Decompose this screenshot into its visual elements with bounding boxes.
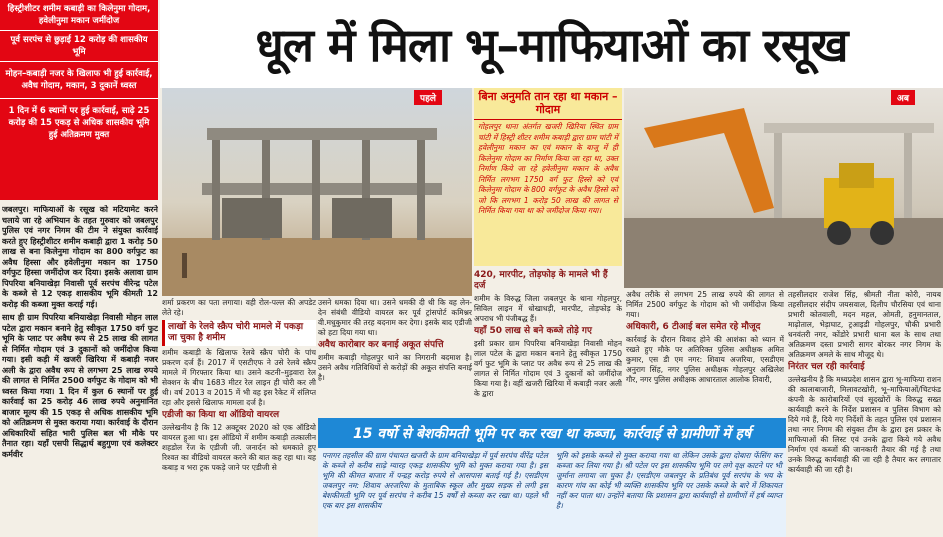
fifty-lakh-subhead: यहाँ 50 लाख से बने कब्जे तोड़े गए [474,326,592,336]
headline-text: धूल में मिला भू–माफियाओं का रसूख [255,18,848,72]
before-photo [162,88,472,296]
officials-text: तहसीलदार राजेश सिंह, श्रीमती नीता कोरी, नायब तहसीलदार संदीप जयसवाल, दिलीप चौरसिया एवं थाना प्रभारी कोतवाली, मदन महल, ओमती, हनुमानताल, माढ़ोताल, भेड़ाघाट, ट्रआइडी गोहलपुर, चौकी प्रभारी धनवंतरी नगर, कोंडोरे प्रभारी थाना बल के साथ तथा अतिक्रमण दस्ता प्रभारी सागर बोरकर नगर निगम के अतिक्रमण अमले के साथ मौजूद थे। [788,290,941,359]
middle-column [162,298,316,537]
after-tag: अब [891,90,915,105]
officers-subhead: अधिकारी, 6 टीआई बल समेत रहे मौजूद [626,322,761,332]
railway-scrap-text: शमीम कबाड़ी के खिलाफ रेलवे स्क्रैप चोरी के पांच प्रकरण दर्ज हैं। 2017 में एसटीएफ ने उसे रेलवे स्क्रैप मामले में गिरफ्तार किया था। उसने कटनी–मुड़वारा रेल सेक्शन के बीच 1683 मीटर रेल लाइन ही चोरी कर ली थी। वर्ष 2013 व 2015 में भी वह इस रैकेट में संलिप्त रहा और इससे खिलाफ मामला दर्ज है। [162,348,316,407]
godown-text: अवैध तरीके से लगभग 25 लाख रुपये की लागत से निर्मित 2500 वर्गफुट के गोदाम को भी जमींदोज किया गया। [626,290,784,319]
photo-caption: शर्मा प्रकरण का पता लगाया। वही रोल-पल्ल की अपडेट लेते रहे। [162,298,316,317]
lead-paragraph: साथ ही ग्राम पिपरिया बनियाखेड़ा निवासी मोहन लाल पटेल द्वारा मकान बनाने हेतु स्वीकृत 1750 वर्ग फुट भूमि के प्लाट पर अवैध रूप से 25 लाख की लागत से निर्मित गोदाम एवं 3 दुकानों को जमींदोज किया गया। इसी कड़ी में खजरी खिरिया में कबाड़ी नजर अली के द्वारा अवैध रूप से लगभग 25 लाख रुपये की लागत से निर्मित 2500 वर्गफुट के गोदाम को भी ध्वस्त किया गया। 1 दिन में कुल 6 स्थानों पर हुई कार्रवाई का 25 करोड़ 46 लाख रुपये अनुमानित बाजार मूल्य की 15 एकड़ से अधिक शासकीय भूमि को अतिक्रमण से मुक्त कराया गया। कार्रवाई के दौरान अधिकारियों सहित भारी पुलिस बल भी मौके पर तैनात रहा। यहाँ एसपी सिद्धार्थ बहुगुणा एवं कलेक्टर कर्मवीर [2,313,158,459]
sidebar-item-2: पूर्व सरपंच से छुड़ाई 12 करोड़ की शासकीय भूमि [0,31,158,62]
main-headline [160,0,943,88]
sidebar-item-4: 1 दिन में 6 स्थानों पर हुई कार्रवाई, साढ़े 25 करोड़ की 15 एकड़ से अधिक शासकीय भूमि हुई अतिक्रमण मुक्त [8,106,150,140]
audio-viral-subhead: एडीजी का किया था ऑडियो वायरल [162,410,280,420]
lead-paragraph: जबलपुर। माफियाओं के रसूख को मटियामेट करने चलाये जा रहे अभियान के तहत गुरुवार को जबलपुर पुलिस एवं नगर निगम की टीम ने संयुक्त कार्रवाई करते हुए हिस्ट्रीशीटर शमीम कबाड़ी द्वारा 1 करोड़ 50 लाख से बना किलेनुमा गोदाम का 800 वर्गफुट का अवैध हिस्सा और हवेलीनुमा मकान का 1750 वर्गफुट हिस्सा जमींदोज कर दिया। इसके अलावा ग्राम पिपरिया बनियाखेड़ा निवासी पूर्व सरपंच वीरेन्द्र पटेल के कब्जे से 12 एकड़ शासकीय भूमि कीमती 12 करोड़ की कब्जा मुक्त कराई गई। [2,205,158,309]
audio-viral-text: उल्लेखनीय है कि 12 अक्टूबर 2020 को एक ऑडियो वायरल हुआ था। इस ऑडियो में शमीम कबाड़ी तत्कालीन शहडोल रेंज के एडीजी जी. जनार्दन को धमकाते हुए रिश्वत का वीडियो वायरल करने की बात कह रहा था। यह कबाड़ व भरा ट्रक पकड़े जाने पर एडीजी से [162,423,316,472]
demolition-illustration [624,88,943,288]
lower-left-text: पनागर तहसील की ग्राम पंचायत खजरी के ग्राम बनियाखेड़ा में पूर्व सरपंच वीरेंद्र पटेल के कब्जे से करीब साढ़े ग्यारह एकड़ शासकीय भूमि को मुक्त कराया गया है। इस भूमि की कीमत बाजार में पन्द्रह करोड़ रुपये से आसपास बताई गई है। एसडीएम जबलपुर नम: शिवाय अरजरिया के मुताबिक स्कूल और मुख्य सड़क से लगी इस बेशकीमती भूमि पर पूर्व सरपंच ने करीब 15 वर्षों से कब्जा कर रखा था। पहले भी एक बार इस शासकीय [322,451,548,510]
property-subhead: अवैध कारोबार कर बनाई अकूत संपत्ति [318,340,444,350]
yellow-box-title: बिना अनुमति तान रहा था मकान – गोदाम [474,88,622,120]
property-text: शमीम कबाड़ी गोहलपुर थाने का निगरानी बदमाश है। उसने अवैध गतिविधियों से करोड़ों की अकूत संपत्ति बनाई है। [318,353,472,382]
sidebar-item-1: हिस्ट्रीशीटर शमीम कबाड़ी का किलेनुमा गोदाम, हवेलीनुमा मकान जमींदोज [0,0,158,31]
building-illustration [162,88,472,296]
lead-article [2,205,158,535]
ongoing-text: उल्लेखनीय है कि मध्यप्रदेश शासन द्वारा भू-माफिया राशन की कालाबाजारी, मिलावटखोरी, भू–माफियाओं/चिटफंड कंपनी के कारोबारियों एवं सूदखोरों के विरुद्ध सख्त कार्यवाही करने के निर्देश प्रशासन व पुलिस विभाग को दिये गये हैं, दिये गए निर्देशों के तहत पुलिस एवं प्रशासन तथा नगर निगम की संयुक्त टीम के द्वारा इस प्रकार के माफियाओं की लिस्ट एवं उनके द्वारा किये गये अवैध निर्माण एवं कब्जों की जानकारी तैयार की गई है तथा उनके विरुद्ध कार्यवाही की जा रही है तैयार कर लगातार कार्यवाही की जा रही है। [788,375,941,474]
yellow-box-text: गोहलपुर थाना अंतर्गत खजरी खिरिया स्थित ग्राम चांटी में हिस्ट्री शीटर शमीम कबाड़ी द्वारा ग्राम चांटी में हवेलीनुमा मकान का एवं मकान के बाजू में ही किलेनुमा गोदाम का निर्माण किया जा रहा था, उक्त निर्माण किये जा रहे हवेलीनुमा मकान के अवैध निर्मित लगभग 1750 वर्ग फुट हिस्से को एवं किलेनुमा गोदाम के 800 वर्गफुट के अवैध हिस्से को जो कि लगभग 1 करोड़ 50 लाख की लागत से निर्मित किया गया था को जमींदोज किया गया। [478,122,618,215]
sidebar-item-3: मोहन–कबाड़ी नजर के खिलाफ भी हुई कार्रवाई, अवैध गोदाम, मकान, 3 दुकानें ध्वस्त [0,62,158,99]
second-column [318,298,472,418]
blue-banner-headline: 15 वर्षो से बेशकीमती भूमि पर कर रखा था कब्जा, कार्रवाई से ग्रामीणों में हर्ष [318,418,786,448]
ongoing-subhead: निरंतर चल रही कार्रवाई [788,362,865,372]
fourth-column [626,290,784,418]
lower-story-box [318,448,786,537]
railway-scrap-subhead: लाखों के रेलवे स्क्रैप चोरी मामले में पकड़ा जा चुका है शमीम [162,320,316,346]
sidebar-box-yellow [474,88,622,266]
fifty-lakh-text: इसी प्रकार ग्राम पिपरिया बनियाखेड़ा निवासी मोहन लाल पटेल के द्वारा मकान बनाने हेतु स्वीकृत 1750 वर्ग फुट भूमि के प्लाट पर अवैध रूप से 25 लाख की लागत से निर्मित गोदाम एवं 3 दुकानों को जमींदोज किया गया है। वहीं खजरी खिरिया में कबाड़ी नजर अली के द्वारा [474,339,622,398]
adg-threat-text: उसने धमका दिया था। उसने धमकी दी थी कि वह लेन-देन संबंधी वीडियो वायरल कर पूर्व ट्रांसपोर्ट कमिश्नर वी.मधुकुमार की तरह बदनाम कर देगा। इसके बाद एडीजी को हटा दिया गया था। [318,298,472,337]
lower-right-text: भूमि को इसके कब्जे से मुक्त कराया गया था लेकिन उसके द्वारा दोबारा फेंसिंग कर कब्जा कर लिया गया है। श्री पटेल पर इस शासकीय भूमि पर लगे वृक्ष काटने पर भी जुर्माना लगाया जा चुका है। एसडीएम जबलपुर के प्रतिबंध पूर्व सरपंच के भय के कारण गांव का कोई भी व्यक्ति शासकीय भूमि पर उसके कब्जे के बारे में शिकायत नहीं कर पाता था। उन्होंने बताया कि प्रशासन द्वारा कार्यवाही से ग्रामीणों में हर्ष व्याप्त है। [556,451,782,510]
highlights-sidebar [0,0,158,200]
third-column [474,268,622,418]
before-tag: पहले [414,90,442,105]
cases-subhead: 420, मारपीट, तोड़फोड़ के मामले भी हैं दर्ज [474,270,608,291]
officers-text: कार्रवाई के दौरान विवाद होने की आशंका को ध्यान में रखते हुए मौके पर अतिरिक्त पुलिस अधीक्षक अमित कुमार, एस डी एम नगर: शिवाय अजरिया, एसडीएम अनुराग सिंह, नगर पुलिस अधीक्षक गोहलपुर अखिलेश गौर, नगर पुलिस अधीक्षक आधारताल आलोक तिवारी, [626,335,784,384]
fifth-column [788,290,941,537]
cases-text: शमीम के विरुद्ध जिला जबलपुर के थाना गोहलपुर, सिविल लाइन में धोखाधड़ी, मारपीट, तोड़फोड़ के अपराध भी पंजीबद्ध हैं। [474,294,622,323]
after-photo [624,88,943,288]
